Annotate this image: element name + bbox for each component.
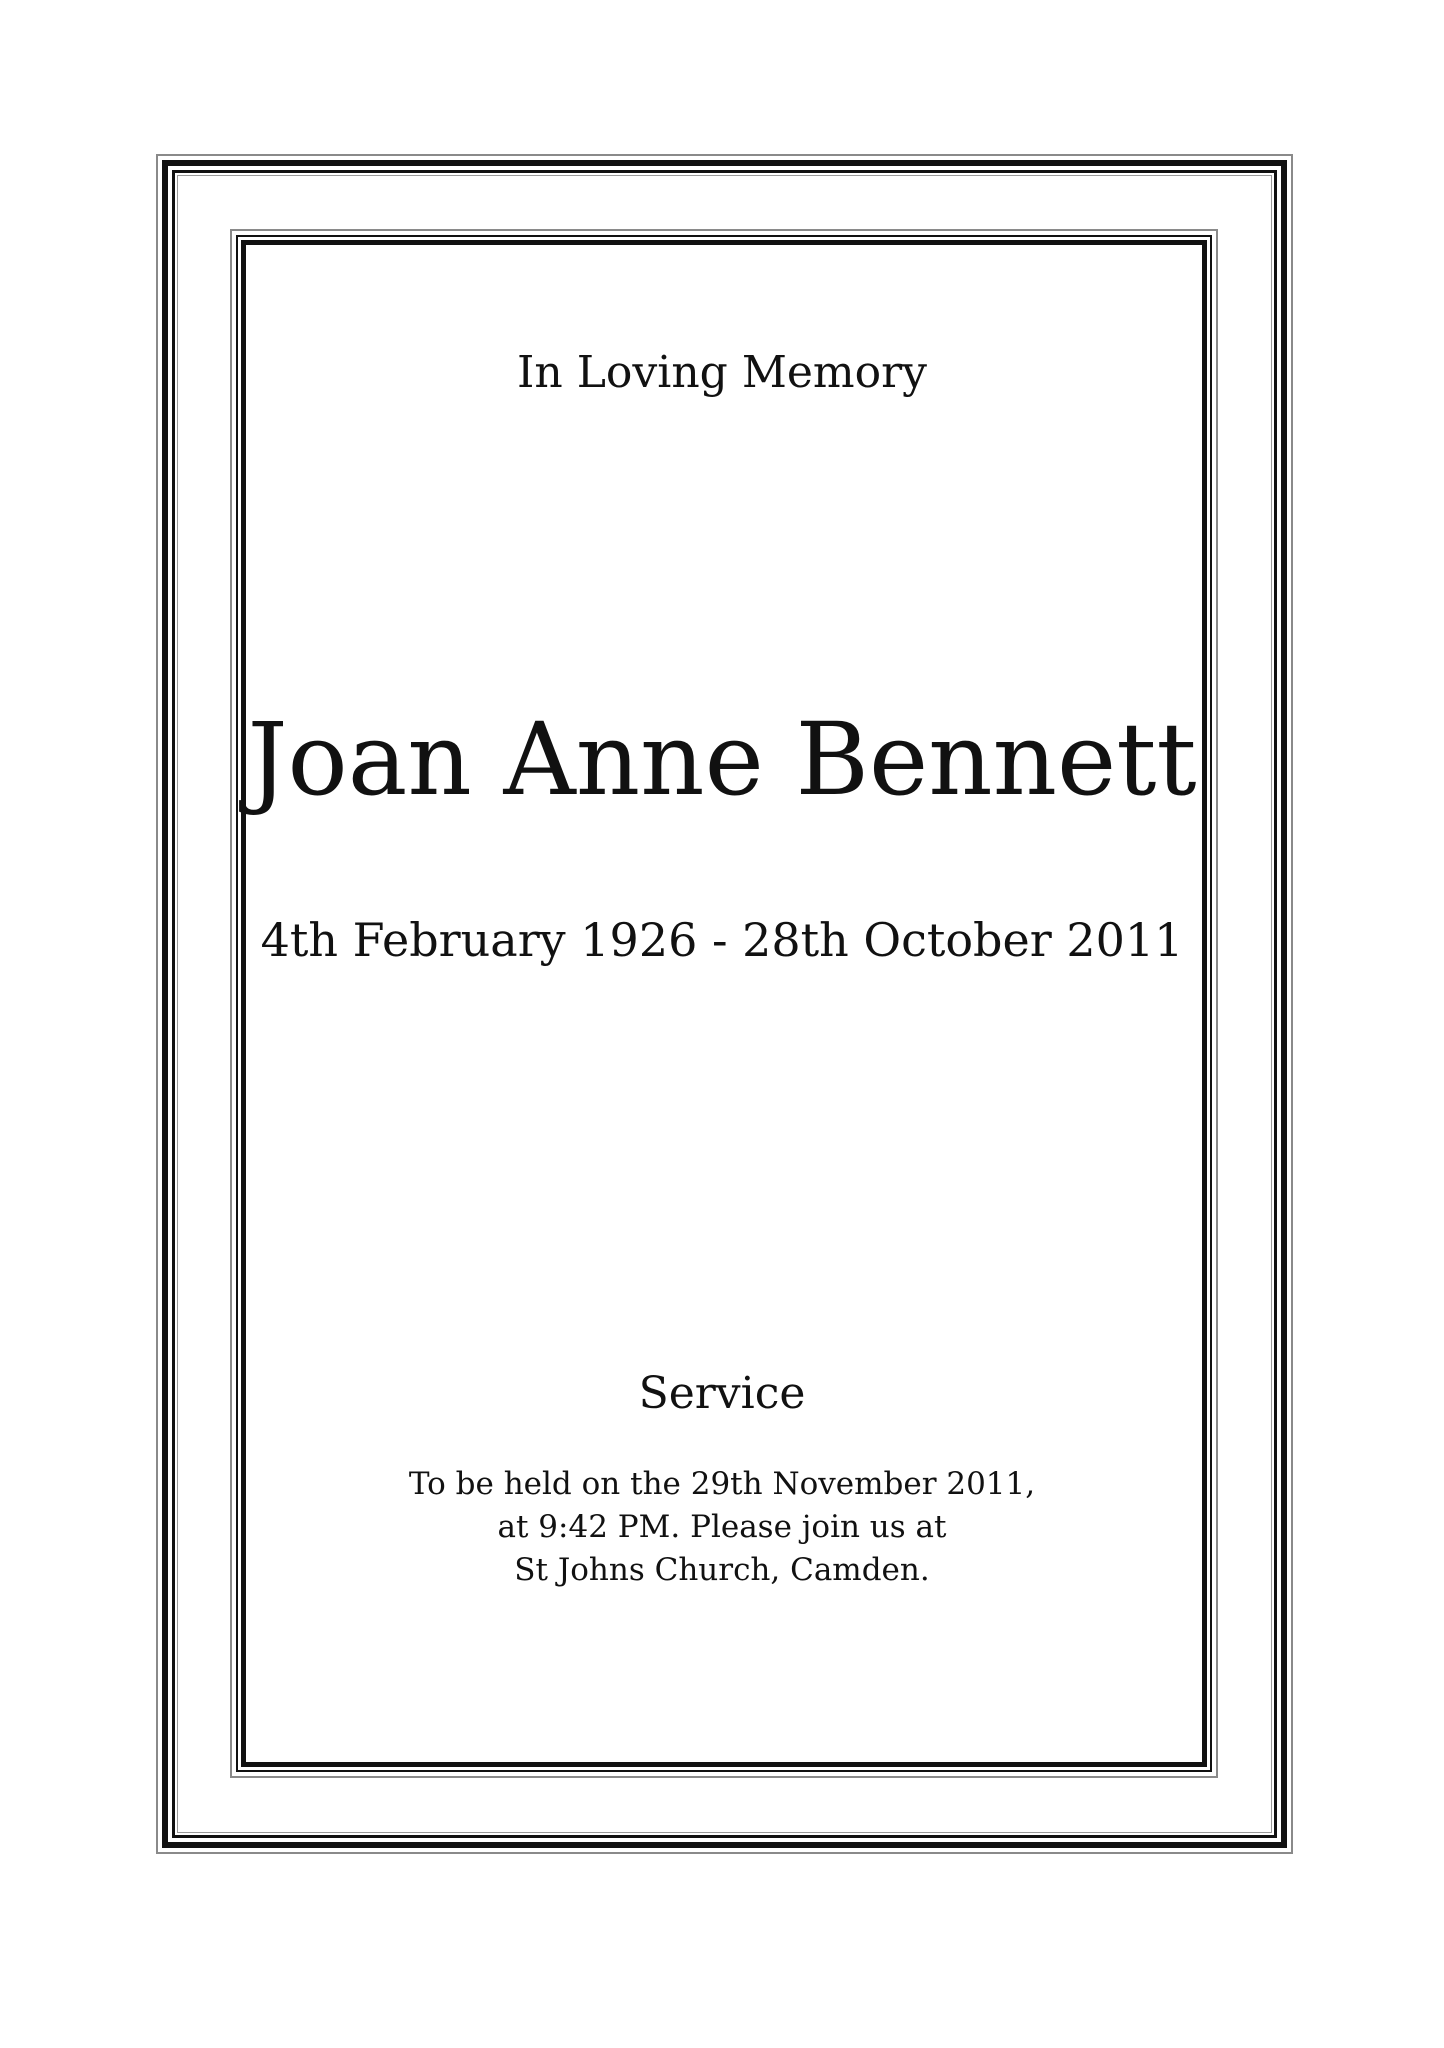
service-details <box>0 1463 1444 1592</box>
memorial-heading: In Loving Memory <box>516 347 928 398</box>
deceased-name: Joan Anne Bennett <box>247 701 1197 818</box>
service-detail-line: To be held on the 29th November 2011, <box>408 1466 1036 1502</box>
service-detail-line: at 9:42 PM. Please join us at <box>497 1509 947 1545</box>
service-detail-line: St Johns Church, Camden. <box>514 1552 930 1588</box>
service-title: Service <box>638 1368 806 1419</box>
life-dates: 4th February 1926 - 28th October 2011 <box>260 913 1184 967</box>
